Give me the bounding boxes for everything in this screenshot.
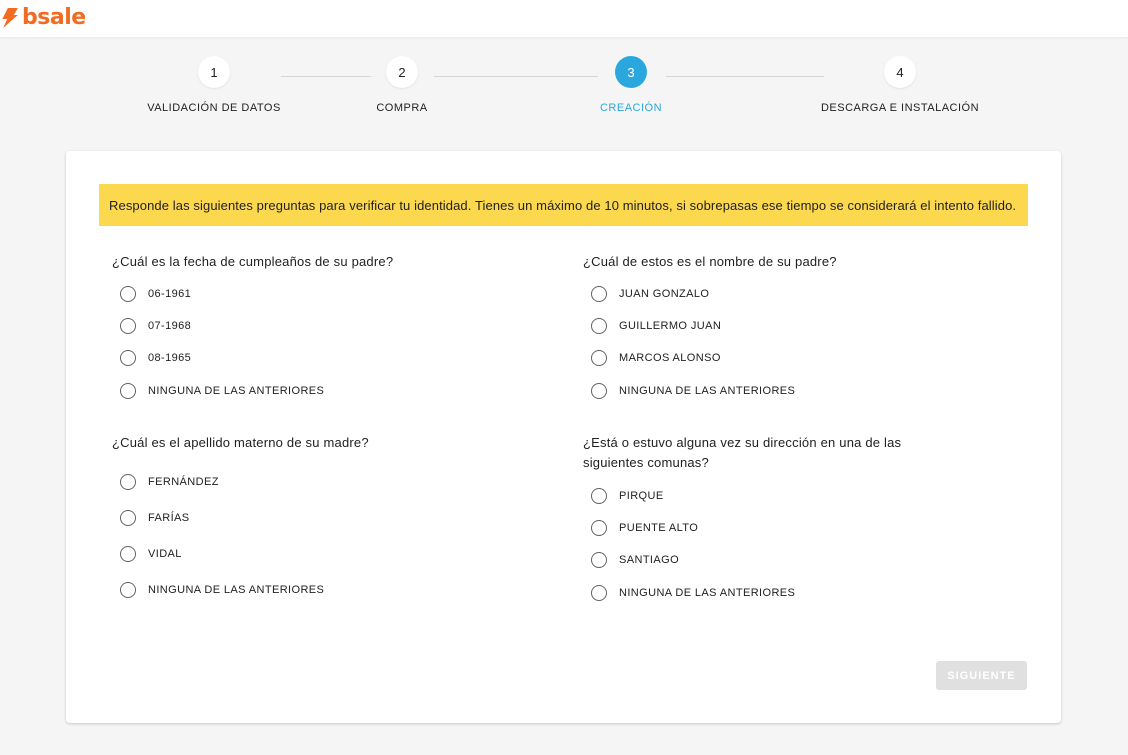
radio-button[interactable] [120,286,136,302]
radio-button[interactable] [591,383,607,399]
question-4-text [583,433,901,473]
option-label: 06-1961 [148,288,192,300]
radio-button[interactable] [591,488,607,504]
q1-option-3[interactable] [120,347,191,369]
radio-button[interactable] [591,552,607,568]
option-label: NINGUNA DE LAS ANTERIORES [619,587,796,599]
option-label: FERNÁNDEZ [148,476,219,488]
radio-button[interactable] [120,474,136,490]
q4-option-1[interactable] [591,485,664,507]
q4-option-2[interactable] [591,517,698,539]
option-label: 07-1968 [148,320,192,332]
verification-notice: Responde las siguientes preguntas para verificar tu identidad. Tienes un máximo de 10 minutos, si sobrepasas ese tiempo se considerará el intento fallido. [99,184,1028,226]
step-connector [281,76,371,77]
q1-option-1[interactable] [120,283,191,305]
step-2-label: COMPRA [376,102,428,114]
option-label: SANTIAGO [619,554,680,566]
question-2-text: ¿Cuál de estos es el nombre de su padre? [583,254,837,269]
question-4-line-1: ¿Está o estuvo alguna vez su dirección en una de las [583,435,902,450]
radio-button[interactable] [120,350,136,366]
q2-option-2[interactable] [591,315,721,337]
radio-button[interactable] [120,546,136,562]
step-3-label: CREACIÓN [599,102,663,114]
q2-option-1[interactable] [591,283,709,305]
step-4-circle: 4 [884,56,916,88]
radio-button[interactable] [120,510,136,526]
q3-option-2[interactable] [120,507,190,529]
option-label: NINGUNA DE LAS ANTERIORES [148,385,325,397]
q2-option-4[interactable] [591,380,795,402]
stepper [0,0,1128,130]
q2-option-3[interactable] [591,347,721,369]
radio-button[interactable] [591,318,607,334]
question-3-text: ¿Cuál es el apellido materno de su madre? [112,435,369,450]
radio-button[interactable] [120,383,136,399]
radio-button[interactable] [591,585,607,601]
option-label: JUAN GONZALO [619,288,710,300]
option-label: PUENTE ALTO [619,522,699,534]
radio-button[interactable] [120,318,136,334]
q4-option-4[interactable] [591,582,795,604]
verification-card [66,151,1061,723]
option-label: NINGUNA DE LAS ANTERIORES [148,584,325,596]
step-4-label: DESCARGA E INSTALACIÓN [820,102,980,114]
q1-option-2[interactable] [120,315,191,337]
step-3-circle: 3 [615,56,647,88]
next-button[interactable]: SIGUIENTE [936,661,1027,690]
step-1-circle: 1 [198,56,230,88]
question-1-text: ¿Cuál es la fecha de cumpleaños de su padre? [112,254,394,269]
question-4-line-2: siguientes comunas? [583,455,709,470]
q1-option-4[interactable] [120,380,324,402]
step-connector [666,76,824,77]
brand-name: bsale [22,5,86,30]
option-label: NINGUNA DE LAS ANTERIORES [619,385,796,397]
q3-option-4[interactable] [120,579,324,601]
option-label: MARCOS ALONSO [619,352,721,364]
option-label: 08-1965 [148,352,192,364]
q4-option-3[interactable] [591,549,679,571]
step-connector [434,76,598,77]
radio-button[interactable] [591,350,607,366]
option-label: GUILLERMO JUAN [619,320,722,332]
radio-button[interactable] [120,582,136,598]
radio-button[interactable] [591,286,607,302]
q3-option-1[interactable] [120,471,219,493]
option-label: VIDAL [148,548,182,560]
step-1-label: VALIDACIÓN DE DATOS [147,102,281,114]
step-2-circle: 2 [386,56,418,88]
q3-option-3[interactable] [120,543,182,565]
radio-button[interactable] [591,520,607,536]
option-label: FARÍAS [148,512,190,524]
option-label: PIRQUE [619,490,664,502]
